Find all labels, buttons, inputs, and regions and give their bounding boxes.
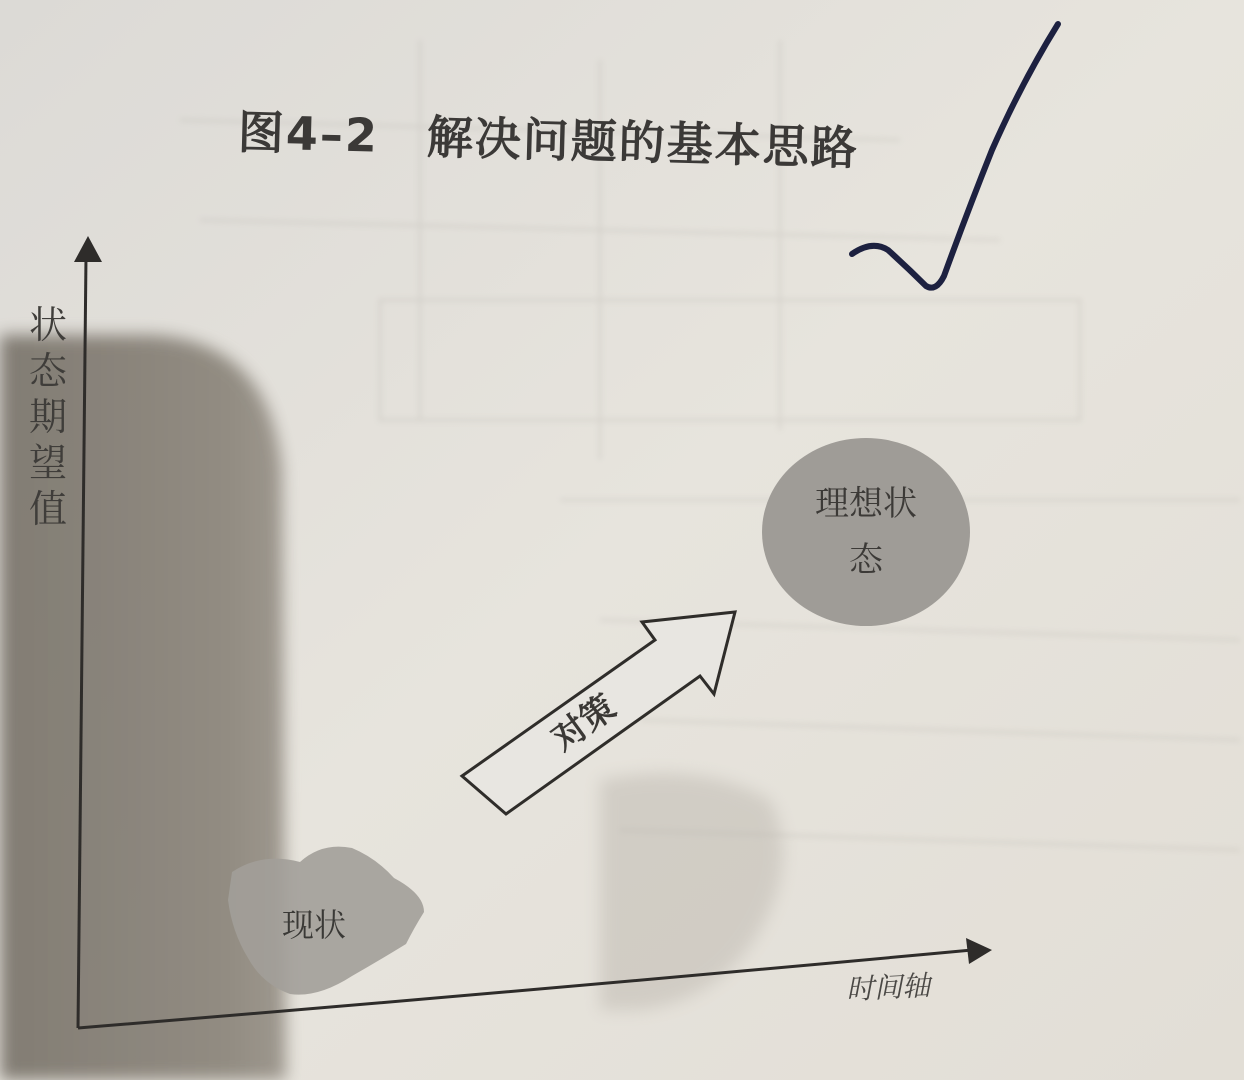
figure-title: 解决问题的基本思路 [426, 109, 860, 176]
figure-number: 图4–2 [237, 105, 380, 163]
ideal-state-label: 理想状态 [815, 484, 917, 580]
y-axis-label: 状态期望值 [28, 303, 67, 531]
current-state-label: 现状 [282, 906, 347, 944]
x-axis-label: 时间轴 [845, 968, 931, 1007]
strategy-arrow-label: 对策 [544, 687, 624, 760]
